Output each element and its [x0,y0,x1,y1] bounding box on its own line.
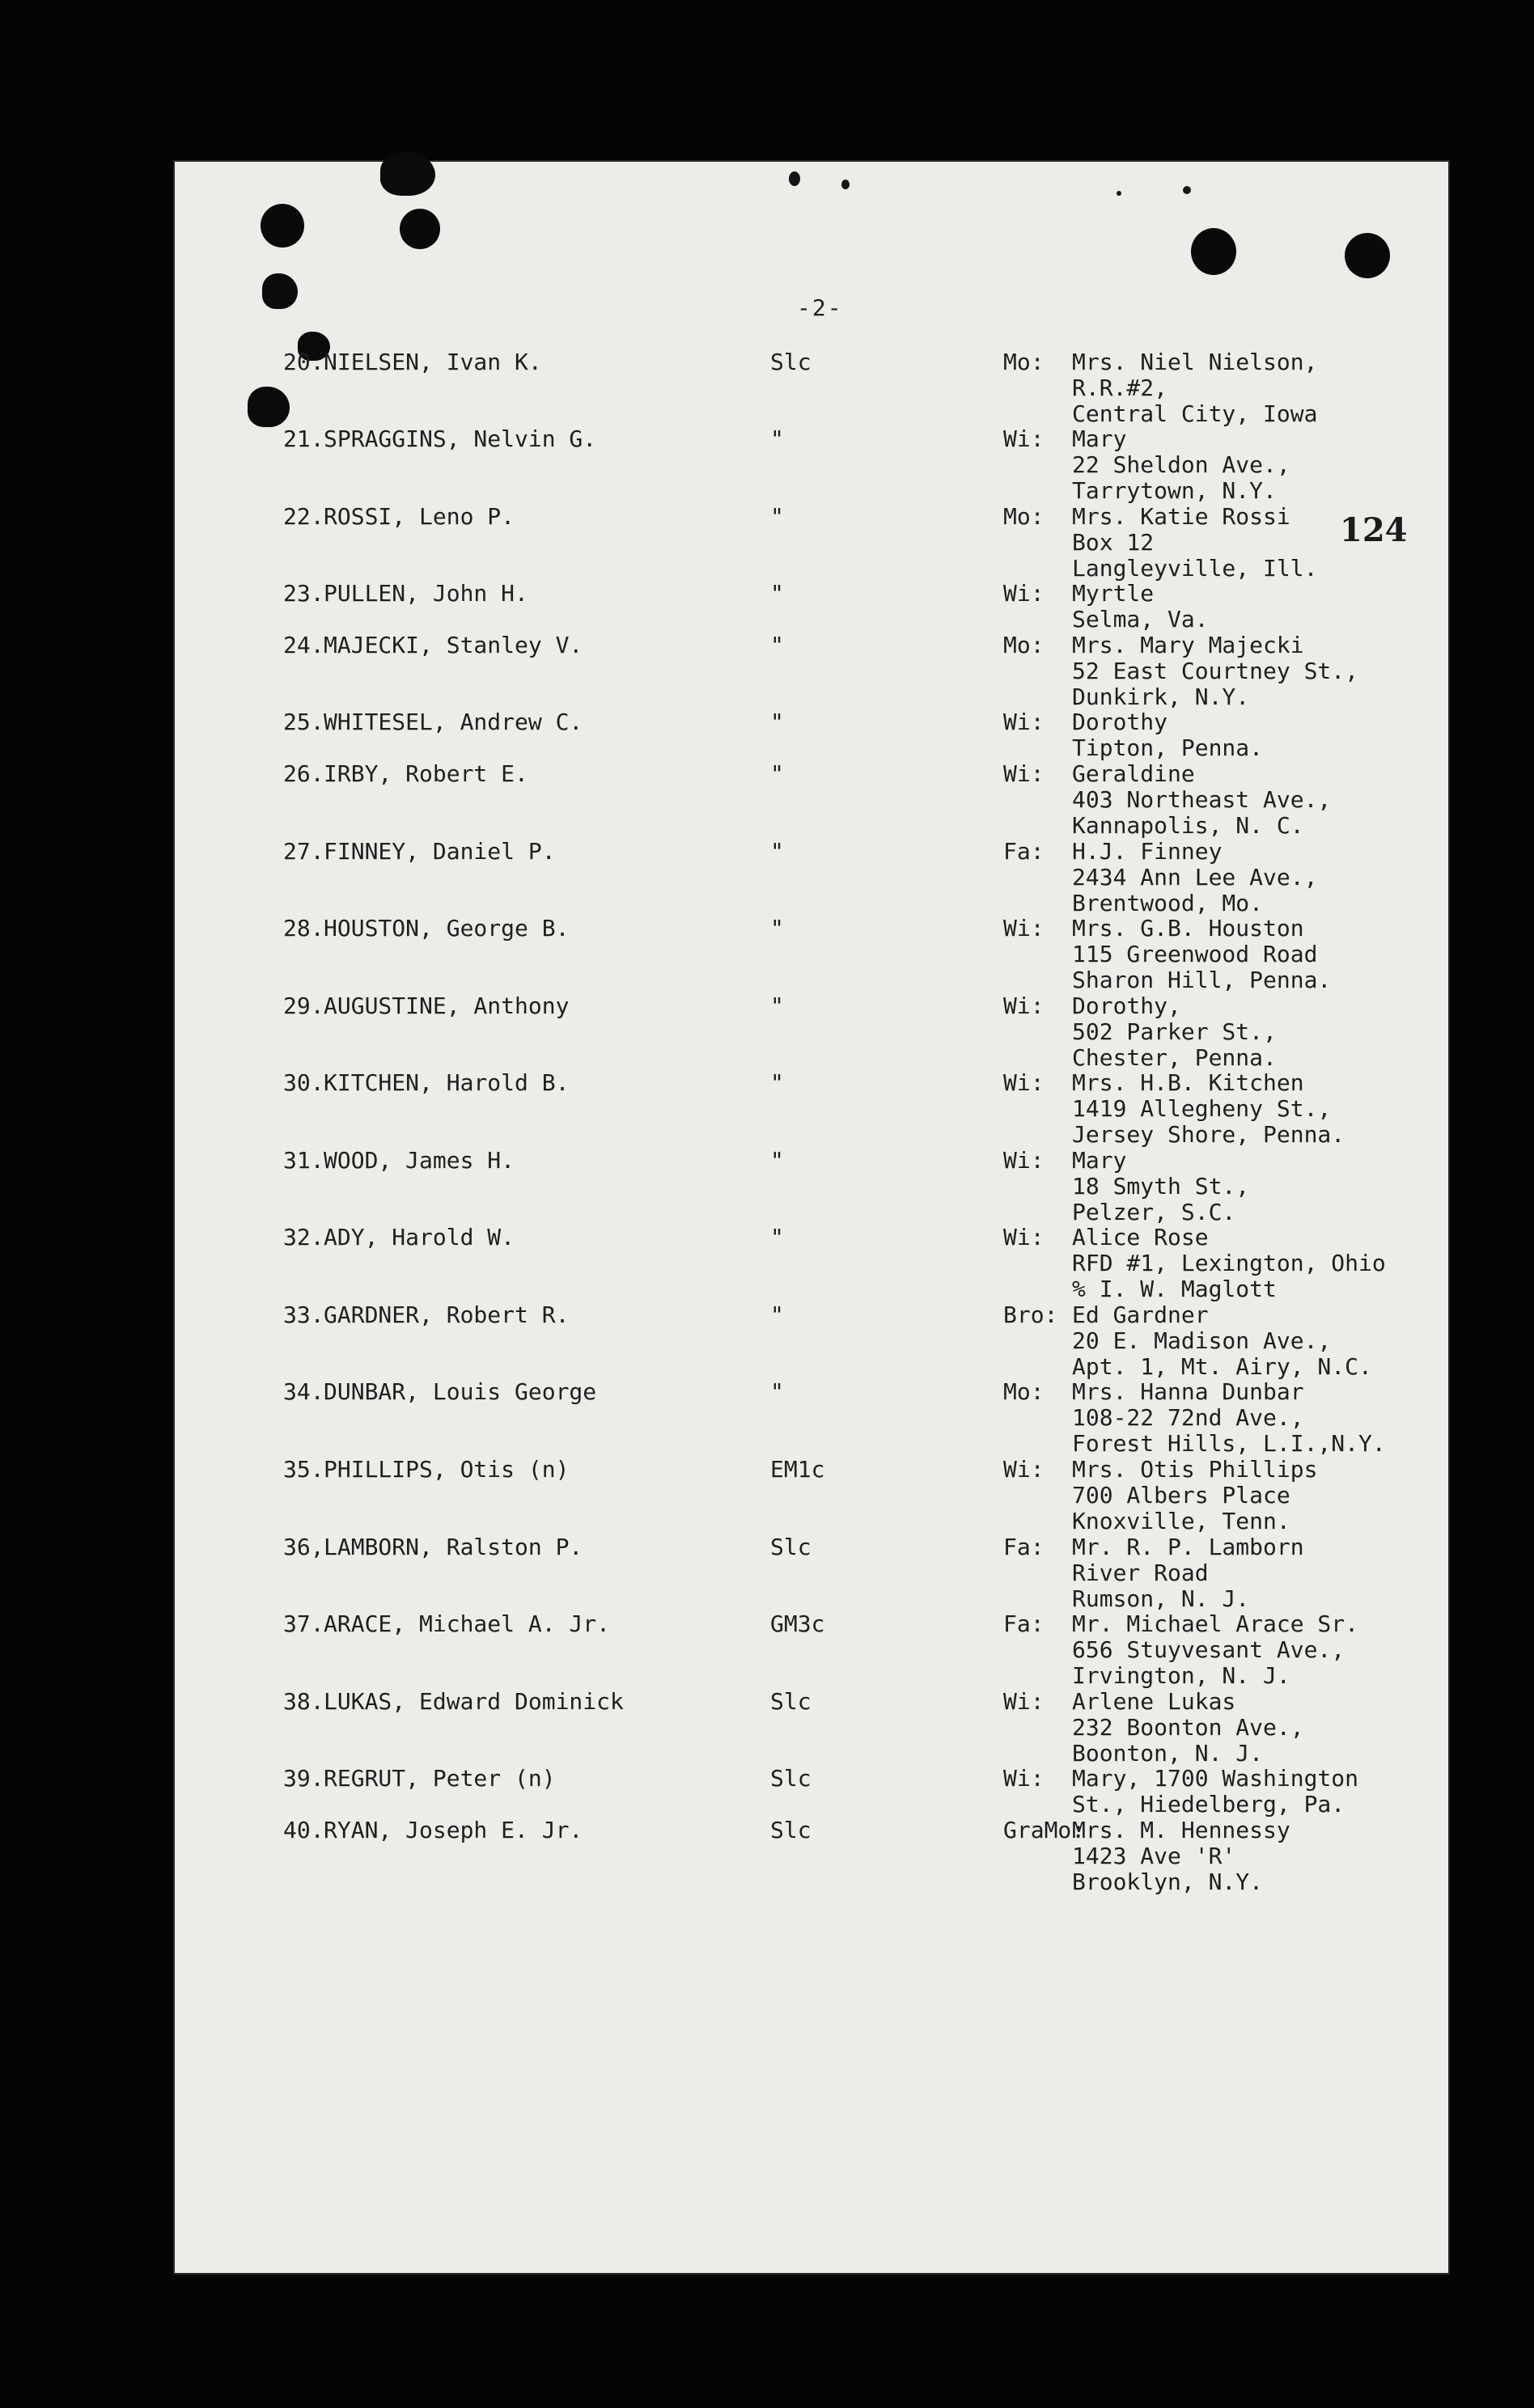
rating: Slc [770,1765,811,1792]
relation: Wi: [1003,1069,1045,1096]
address-line: Mrs. M. Hennessy [1072,1817,1290,1843]
next-of-kin-address [1072,1148,1249,1225]
rating: Slc [770,1817,811,1843]
address-line: Mrs. Niel Nielson, [1072,349,1318,375]
entry-number: 26. [283,760,324,787]
punch-hole-right-2 [1345,233,1390,278]
address-line: 115 Greenwood Road [1072,941,1318,967]
address-line: 403 Northeast Ave., [1072,786,1332,813]
entry-number: 24. [283,632,324,658]
relation: Fa: [1003,838,1045,865]
roster-row [0,1379,1534,1457]
next-of-kin-address [1072,504,1317,582]
address-line: Mrs. Mary Majecki [1072,632,1304,658]
relation: Wi: [1003,425,1045,452]
rating: Slc [770,1688,811,1715]
speck [1117,191,1121,196]
punch-hole-left-1 [261,204,304,248]
address-line: Dorothy [1072,709,1168,735]
next-of-kin-address [1072,1534,1304,1612]
relation: Fa: [1003,1610,1045,1637]
rating: Slc [770,1534,811,1560]
entry-number: 35. [283,1456,324,1483]
sailor-name: IRBY, Robert E. [324,760,528,787]
sailor-name: PULLEN, John H. [324,580,528,607]
sailor-name: LUKAS, Edward Dominick [324,1688,624,1715]
roster-row [0,1225,1534,1302]
relation: Wi: [1003,760,1045,787]
rating: " [770,709,784,735]
address-line: Brentwood, Mo. [1072,890,1264,916]
address-line: 232 Boonton Ave., [1072,1714,1304,1741]
entry-number: 32. [283,1224,324,1251]
roster-row [0,1302,1534,1380]
address-line: Mary, 1700 Washington [1072,1765,1359,1792]
entry-number: 28. [283,915,324,942]
rating: " [770,1069,784,1096]
next-of-kin-address [1072,426,1290,504]
sailor-name: DUNBAR, Louis George [324,1378,597,1405]
roster-row [0,504,1534,582]
sailor-name: NIELSEN, Ivan K. [324,349,542,375]
roster-row [0,1534,1534,1612]
address-line: % I. W. Maglott [1072,1276,1277,1302]
sailor-name: WHITESEL, Andrew C. [324,709,583,735]
punch-hole-right-1 [1191,228,1236,275]
relation: Mo: [1003,632,1045,658]
roster-row [0,916,1534,993]
rating: " [770,1147,784,1174]
next-of-kin-address [1072,709,1263,761]
address-line: Central City, Iowa [1072,400,1318,427]
address-line: Alice Rose [1072,1224,1209,1251]
address-line: River Road [1072,1559,1209,1586]
roster-row [0,1148,1534,1225]
address-line: Mr. R. P. Lamborn [1072,1534,1304,1560]
relation: GraMo: [1003,1817,1086,1843]
roster-row [0,761,1534,839]
entry-number: 20. [283,349,324,375]
entry-number: 33. [283,1301,324,1328]
roster-row [0,1457,1534,1534]
punch-hole-left-2 [400,209,440,249]
rating: " [770,992,784,1019]
rating: GM3c [770,1610,825,1637]
address-line: Sharon Hill, Penna. [1072,967,1332,993]
rating: " [770,425,784,452]
roster-row [0,1689,1534,1767]
sailor-name: REGRUT, Peter (n) [324,1765,556,1792]
relation: Wi: [1003,1456,1045,1483]
sailor-name: PHILLIPS, Otis (n) [324,1456,570,1483]
stamp-number: 124 [1340,511,1408,549]
address-line: Knoxville, Tenn. [1072,1508,1290,1534]
next-of-kin-address [1072,761,1331,839]
address-line: Mrs. Hanna Dunbar [1072,1378,1304,1405]
sailor-name: KITCHEN, Harold B. [324,1069,570,1096]
rating: " [770,632,784,658]
address-line: 1419 Allegheny St., [1072,1095,1332,1122]
next-of-kin-address [1072,916,1331,993]
address-line: 108-22 72nd Ave., [1072,1404,1304,1431]
roster-row [0,839,1534,916]
address-line: Irvington, N. J. [1072,1662,1290,1689]
entry-number: 23. [283,580,324,607]
rating: " [770,580,784,607]
address-line: 1423 Ave 'R' [1072,1843,1236,1869]
address-line: Jersey Shore, Penna. [1072,1121,1345,1148]
sailor-name: ROSSI, Leno P. [324,503,515,530]
speck [1183,186,1191,194]
address-line: Mr. Michael Arace Sr. [1072,1610,1359,1637]
rating: " [770,1301,784,1328]
rating: " [770,503,784,530]
rating: Slc [770,349,811,375]
next-of-kin-address [1072,1611,1358,1689]
address-line: Mrs. Otis Phillips [1072,1456,1318,1483]
roster-row [0,426,1534,504]
roster-row [0,1611,1534,1689]
address-line: Apt. 1, Mt. Airy, N.C. [1072,1353,1372,1380]
rating: " [770,760,784,787]
relation: Wi: [1003,992,1045,1019]
relation: Fa: [1003,1534,1045,1560]
address-line: 656 Stuyvesant Ave., [1072,1636,1345,1663]
address-line: R.R.#2, [1072,375,1168,401]
relation: Wi: [1003,1224,1045,1251]
address-line: Myrtle [1072,580,1155,607]
address-line: 18 Smyth St., [1072,1173,1250,1200]
speck [789,171,800,186]
address-line: Tarrytown, N.Y. [1072,477,1277,504]
address-line: Arlene Lukas [1072,1688,1236,1715]
address-line: Box 12 [1072,529,1155,556]
address-line: RFD #1, Lexington, Ohio [1072,1250,1386,1276]
entry-number: 27. [283,838,324,865]
next-of-kin-address [1072,839,1317,916]
roster-row [0,633,1534,710]
relation: Wi: [1003,1147,1045,1174]
address-line: 2434 Ann Lee Ave., [1072,864,1318,891]
rating: EM1c [770,1456,825,1483]
entry-number: 34. [283,1378,324,1405]
address-line: 20 E. Madison Ave., [1072,1327,1332,1354]
address-line: Tipton, Penna. [1072,734,1264,761]
address-line: Boonton, N. J. [1072,1740,1264,1767]
next-of-kin-address [1072,1689,1304,1767]
relation: Wi: [1003,709,1045,735]
address-line: Pelzer, S.C. [1072,1199,1236,1225]
address-line: Selma, Va. [1072,606,1209,633]
entry-number: 22. [283,503,324,530]
entry-number: 31. [283,1147,324,1174]
address-line: Brooklyn, N.Y. [1072,1868,1264,1895]
entry-number: 37. [283,1610,324,1637]
page-number: -2- [797,294,843,321]
ink-blot [380,152,435,196]
rating: " [770,838,784,865]
entry-number: 25. [283,709,324,735]
address-line: Mary [1072,1147,1127,1174]
sailor-name: ARACE, Michael A. Jr. [324,1610,611,1637]
relation: Wi: [1003,1765,1045,1792]
speck [841,180,850,189]
roster-row [0,349,1534,427]
address-line: Geraldine [1072,760,1195,787]
entry-number: 39. [283,1765,324,1792]
address-line: Rumson, N. J. [1072,1585,1250,1612]
next-of-kin-address [1072,1070,1345,1148]
address-line: Chester, Penna. [1072,1044,1277,1071]
next-of-kin-address [1072,1457,1317,1534]
address-line: St., Hiedelberg, Pa. [1072,1791,1345,1818]
address-line: Dorothy, [1072,992,1181,1019]
next-of-kin-address [1072,1225,1386,1302]
entry-number: 30. [283,1069,324,1096]
address-line: H.J. Finney [1072,838,1223,865]
ink-blot [262,273,298,309]
address-line: Mrs. G.B. Houston [1072,915,1304,942]
address-line: Langleyville, Ill. [1072,555,1318,582]
rating: " [770,915,784,942]
sailor-name: SPRAGGINS, Nelvin G. [324,425,597,452]
sailor-name: GARDNER, Robert R. [324,1301,570,1328]
sailor-name: AUGUSTINE, Anthony [324,992,570,1019]
entry-number: 38. [283,1688,324,1715]
address-line: 700 Albers Place [1072,1482,1290,1509]
relation: Mo: [1003,349,1045,375]
address-line: Mary [1072,425,1127,452]
address-line: 22 Sheldon Ave., [1072,451,1290,478]
relation: Wi: [1003,1688,1045,1715]
sailor-name: MAJECKI, Stanley V. [324,632,583,658]
next-of-kin-address [1072,581,1209,633]
relation: Wi: [1003,580,1045,607]
relation: Bro: [1003,1301,1058,1328]
roster-row [0,993,1534,1071]
sailor-name: WOOD, James H. [324,1147,515,1174]
entry-number: 29. [283,992,324,1019]
next-of-kin-address [1072,1818,1290,1895]
sailor-name: RYAN, Joseph E. Jr. [324,1817,583,1843]
address-line: Ed Gardner [1072,1301,1209,1328]
address-line: 502 Parker St., [1072,1018,1277,1045]
next-of-kin-address [1072,1379,1386,1457]
relation: Mo: [1003,503,1045,530]
entry-number: 21. [283,425,324,452]
relation: Mo: [1003,1378,1045,1405]
address-line: Mrs. Katie Rossi [1072,503,1290,530]
roster-row [0,1070,1534,1148]
roster-row [0,1818,1534,1895]
next-of-kin-address [1072,1766,1358,1818]
rating: " [770,1224,784,1251]
address-line: Forest Hills, L.I.,N.Y. [1072,1430,1386,1457]
sailor-name: HOUSTON, George B. [324,915,570,942]
rating: " [770,1378,784,1405]
entry-number: 40. [283,1817,324,1843]
sailor-name: LAMBORN, Ralston P. [324,1534,583,1560]
entry-number: 36, [283,1534,324,1560]
next-of-kin-address [1072,993,1277,1071]
address-line: 52 East Courtney St., [1072,658,1359,684]
sailor-name: FINNEY, Daniel P. [324,838,556,865]
next-of-kin-address [1072,349,1317,427]
relation: Wi: [1003,915,1045,942]
sailor-name: ADY, Harold W. [324,1224,515,1251]
address-line: Dunkirk, N.Y. [1072,683,1250,710]
address-line: Kannapolis, N. C. [1072,812,1304,839]
next-of-kin-address [1072,1302,1372,1380]
next-of-kin-address [1072,633,1358,710]
address-line: Mrs. H.B. Kitchen [1072,1069,1304,1096]
